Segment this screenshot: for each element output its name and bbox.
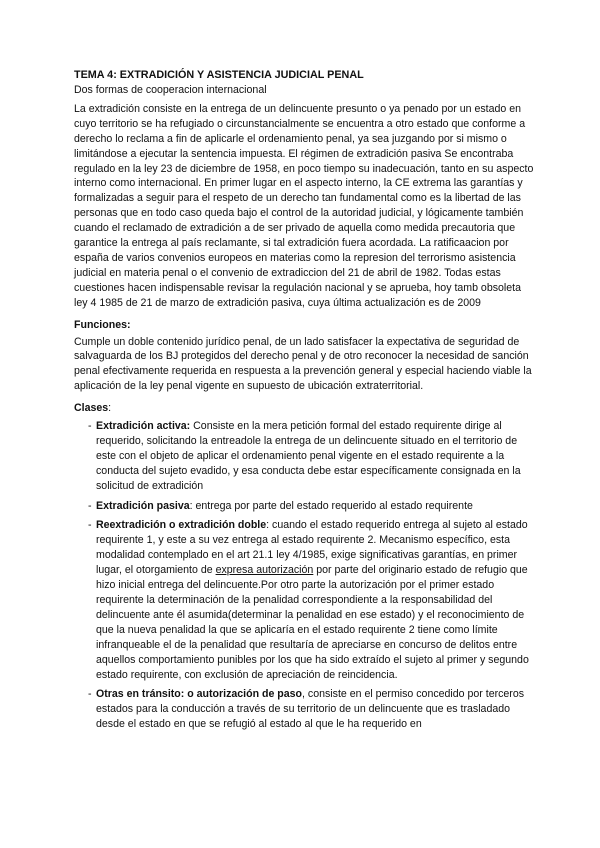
document-page — [74, 68, 534, 737]
clases-heading — [74, 401, 534, 416]
desc-transito: , consiste en el permiso concedido por terceros estados para la conducción a través de su territorio de un delincuente que es trasladado desde el estado en que se refugió al estado al que le ha requerido en — [96, 688, 525, 731]
funciones-heading: Funciones: — [74, 318, 131, 331]
clases-list — [74, 419, 534, 732]
list-item-transito — [88, 687, 534, 732]
underlined-expresa-autorizacion: expresa autorización — [215, 564, 314, 577]
list-item-extradicion-pasiva — [88, 499, 534, 514]
term-transito: Otras en tránsito: o autorización de paso — [96, 688, 303, 701]
desc-extradicion-pasiva: : entrega por parte del estado requerido al estado requirente — [189, 499, 473, 512]
term-extradicion-pasiva: Extradición pasiva — [96, 499, 190, 512]
term-reextradicion: Reextradición o extradición doble — [96, 519, 267, 532]
list-item-extradicion-activa — [88, 419, 534, 494]
term-extradicion-activa: Extradición activa: — [96, 420, 191, 433]
intro-paragraph: La extradición consiste en la entrega de un delincuente presunto o ya penado por un estado en cuyo territorio se ha refugiado o circunstancialmente se encuentra a otro estado que conforme a derecho lo reclama a fin de aplicarle el ordenamiento penal, ya sea juzgando por si mismo o limitándose a ejecutar la sentencia impuesta. El régimen de extradición pasiva Se encontraba regulado en la ley 23 de diciembre de 1958, en poco tiempo su inadecuación, tanto en su aspecto interno como internacional. En primer lugar en el aspecto interno, la CE extrema las garantías y formalizadas a seguir para el respeto de un derecho tan fundamental como es la libertad de las personas que en todo caso queda bajo el control de la autoridad judicial, y lógicamente también cuando el reclamado de extradición a de ser privado de aquella como medida precautoria que garantice la entrega al país reclamante, si tal extradición fuera acordada. La ratificaacion por españa de varios convenios europeos en materias como la represion del terrorismo asistencia judicial en materia penal o el convenio de extradiccion del 21 de abril de 1982. Todas estas cuestiones hacen indispensable revisar la regulación nacional y se aprueba, hoy tamb obsoleta ley 4 1985 de 21 de marzo de extradición pasiva, cuya última actualización es de 2009 — [74, 102, 534, 309]
desc-reextradicion-part2: por parte del originario estado de refugio que hizo inicial entrega del delincuente.Por otro parte la autorización por el primer estado requirente la determinación de la penalidad correspondiente a la responsabilidad del delincuente ante él asumida(determinar la penalidad en ese estado) y el reconocimiento de que la nueva penalidad la que se aplicaría en el estado requirente 2 tiene como límite infranqueable el de la penalidad que resultaría de apreciarse en concurso de delitos entre aquellos comportamiento punibles por los que ha sido extraído el sujeto al primer y segundo estado requirente, con exclusión de apreciación de reincidencia. — [96, 564, 529, 681]
clases-heading-label: Clases — [74, 402, 109, 415]
desc-reextradicion-part1: : cuando el estado requerido entrega al sujeto al estado requirente 1, y este a su vez entrega al estado requirente 2. Mecanismo específico, esta modalidad contemplado en el art 21.1 ley 4/1985, exige significativas garantías, en primer lugar, el otorgamiento de — [96, 519, 528, 577]
document-subtitle: Dos formas de cooperacion internacional — [74, 84, 267, 96]
desc-extradicion-activa: Consiste en la mera petición formal del estado requirente dirige al requerido, solicitando la entreadole la entrega de un delincuente situado en el territorio de este con el objeto de aplicar el ordenamiento penal vigente en el estado requirente a la conducta del sujeto evadido, y esa conducta debe estar específicamente consignada en la solicitud de extradición — [96, 420, 521, 492]
funciones-paragraph: Cumple un doble contenido jurídico penal, de un lado satisfacer la expectativa de seguridad de salvaguarda de los BJ protegidos del derecho penal y de otro reconocer la necesidad de sanción penal efectivamente requerida en respuesta a la prevención general y especial haciendo viable la aplicación de la ley penal vigente en supuesto de ubicación extraterritorial. — [74, 335, 532, 393]
clases-heading-colon: : — [108, 402, 112, 415]
list-item-reextradicion — [88, 518, 534, 682]
document-title: TEMA 4: EXTRADICIÓN Y ASISTENCIA JUDICIAL PENAL — [74, 69, 364, 81]
